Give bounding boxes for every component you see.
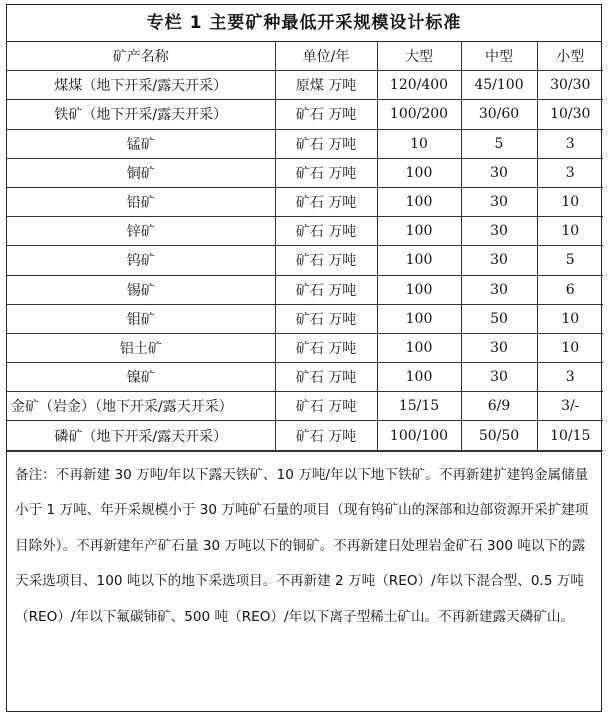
large-scale-cell: 100 [377,158,461,187]
unit-cell: 矿石 万吨 [275,187,377,216]
table-row [7,363,603,392]
table-header-row [7,42,603,71]
large-scale-cell: 10 [377,129,461,158]
table-row [7,392,603,421]
unit-cell: 矿石 万吨 [275,275,377,304]
header-medium: 中型 [461,42,537,71]
unit-cell: 原煤 万吨 [275,71,377,100]
medium-scale-cell: 6/9 [461,392,537,421]
table-row [7,187,603,216]
large-scale-cell: 100 [377,304,461,333]
mineral-name-cell: 钼矿 [7,304,275,333]
unit-cell: 矿石 万吨 [275,217,377,246]
medium-scale-cell: 30 [461,363,537,392]
header-small: 小型 [537,42,603,71]
medium-scale-cell: 30 [461,275,537,304]
panel-title: 专栏 1 主要矿种最低开采规模设计标准 [7,5,601,42]
medium-scale-cell: 50 [461,304,537,333]
unit-cell: 矿石 万吨 [275,392,377,421]
small-scale-cell: 10 [537,217,603,246]
standards-table [7,42,603,451]
small-scale-cell: 5 [537,246,603,275]
medium-scale-cell: 5 [461,129,537,158]
mineral-name-cell: 磷矿（地下开采/露天开采） [7,421,275,450]
unit-cell: 矿石 万吨 [275,129,377,158]
standards-panel [6,4,602,712]
mineral-name-cell: 镍矿 [7,363,275,392]
large-scale-cell: 15/15 [377,392,461,421]
medium-scale-cell: 50/50 [461,421,537,450]
header-large: 大型 [377,42,461,71]
mineral-name-cell: 铁矿（地下开采/露天开采） [7,100,275,129]
header-unit: 单位/年 [275,42,377,71]
unit-cell: 矿石 万吨 [275,246,377,275]
medium-scale-cell: 30 [461,217,537,246]
header-mineral: 矿产名称 [7,42,275,71]
large-scale-cell: 100/200 [377,100,461,129]
table-row [7,129,603,158]
unit-cell: 矿石 万吨 [275,100,377,129]
table-row [7,100,603,129]
mineral-name-cell: 锌矿 [7,217,275,246]
unit-cell: 矿石 万吨 [275,304,377,333]
small-scale-cell: 3 [537,363,603,392]
large-scale-cell: 100 [377,333,461,362]
medium-scale-cell: 30 [461,158,537,187]
mineral-name-cell: 锰矿 [7,129,275,158]
large-scale-cell: 100 [377,217,461,246]
unit-cell: 矿石 万吨 [275,363,377,392]
unit-cell: 矿石 万吨 [275,421,377,450]
unit-cell: 矿石 万吨 [275,158,377,187]
large-scale-cell: 100 [377,363,461,392]
small-scale-cell: 10/30 [537,100,603,129]
mineral-name-cell: 铜矿 [7,158,275,187]
small-scale-cell: 30/30 [537,71,603,100]
mineral-name-cell: 铅矿 [7,187,275,216]
large-scale-cell: 100 [377,246,461,275]
small-scale-cell: 3 [537,158,603,187]
mineral-name-cell: 钨矿 [7,246,275,275]
table-row [7,333,603,362]
medium-scale-cell: 30 [461,187,537,216]
large-scale-cell: 100/100 [377,421,461,450]
small-scale-cell: 3 [537,129,603,158]
small-scale-cell: 6 [537,275,603,304]
small-scale-cell: 10 [537,304,603,333]
mineral-name-cell: 锡矿 [7,275,275,304]
table-row [7,217,603,246]
mineral-name-cell: 金矿（岩金）（地下开采/露天开采） [7,392,275,421]
unit-cell: 矿石 万吨 [275,333,377,362]
medium-scale-cell: 30 [461,246,537,275]
table-row [7,158,603,187]
large-scale-cell: 100 [377,275,461,304]
table-row [7,71,603,100]
large-scale-cell: 100 [377,187,461,216]
small-scale-cell: 10 [537,333,603,362]
medium-scale-cell: 45/100 [461,71,537,100]
remarks-note: 备注：不再新建 30 万吨/年以下露天铁矿、10 万吨/年以下地下铁矿。不再新建扩建钨金属储量小于 1 万吨、年开采规模小于 30 万吨矿石量的项目（现有钨矿山的深部和边部资源开采扩建项目除外）。不再新建年产矿石量 30 万吨以下的铜矿。不再新建日处理岩金矿石 300 吨以下的露天采选项目、100 吨以下的地下采选项目。不再新建 2 万吨（REO）/年以下混合型、0.5 万吨（REO）/年以下氟碳铈矿、500 吨（REO）/年以下离子型稀土矿山。不再新建露天磷矿山。 [7,451,601,636]
small-scale-cell: 10/15 [537,421,603,450]
table-row [7,246,603,275]
table-row [7,304,603,333]
table-row [7,275,603,304]
small-scale-cell: 3/- [537,392,603,421]
medium-scale-cell: 30/60 [461,100,537,129]
table-row [7,421,603,450]
large-scale-cell: 120/400 [377,71,461,100]
mineral-name-cell: 煤煤（地下开采/露天开采） [7,71,275,100]
medium-scale-cell: 30 [461,333,537,362]
mineral-name-cell: 铝土矿 [7,333,275,362]
small-scale-cell: 10 [537,187,603,216]
